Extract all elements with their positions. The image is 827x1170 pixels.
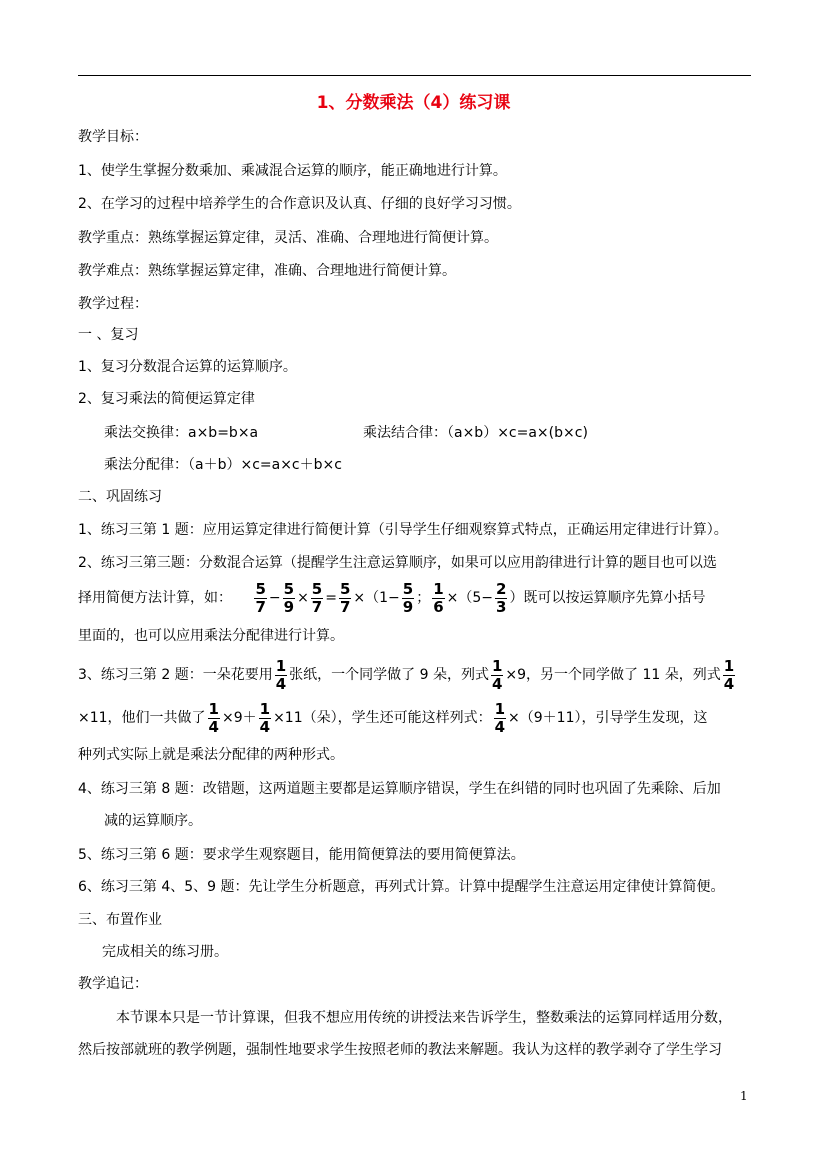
fraction-2-3 (495, 579, 507, 616)
text-segment: 3、练习三第 2 题：一朵花要用 (78, 667, 273, 683)
difficult-point: 教学难点：熟练掌握运算定律，准确、合理地进行简便计算。 (78, 263, 456, 279)
denominator: 7 (339, 597, 351, 616)
objectives-heading: 教学目标： (78, 129, 148, 145)
text-segment: ×（9＋11），引导学生发现，这 (508, 710, 708, 726)
practice-item-2-line-2 (78, 578, 705, 618)
numerator: 1 (275, 656, 287, 675)
practice-item-1: 1、练习三第 1 题：应用运算定律进行简便计算（引导学生仔细观察算式特点，正确运用定律进行计算）。 (78, 522, 728, 538)
denominator: 3 (496, 597, 507, 616)
practice-item-2-line-3: 里面的，也可以应用乘法分配律进行计算。 (78, 628, 344, 644)
law-associative: 乘法结合律：（a×b）×c=a×(b×c) (363, 425, 588, 441)
numerator: 5 (311, 579, 323, 598)
law-commutative: 乘法交换律：a×b=b×a (104, 425, 259, 441)
objective-2: 2、在学习的过程中培养学生的合作意识及认真、仔细的良好学习习惯。 (78, 196, 521, 212)
fraction-5-9 (283, 579, 295, 616)
denominator: 9 (402, 597, 414, 616)
text-segment: ）既可以按运算顺序先算小括号 (509, 590, 706, 606)
denominator: 9 (283, 597, 295, 616)
numerator: 2 (496, 579, 507, 598)
operator: − (268, 590, 281, 606)
fraction-5-7 (311, 579, 323, 616)
practice-heading: 二、巩固练习 (78, 489, 162, 505)
text-segment: 张纸，一个同学做了 9 朵，列式 (289, 667, 489, 683)
operator: = (325, 590, 337, 606)
denominator: 6 (433, 597, 444, 616)
fraction-5-7 (339, 579, 351, 616)
header-rule (78, 75, 751, 76)
practice-item-3-line-2 (78, 698, 708, 738)
numerator: 1 (433, 579, 444, 598)
text-segment: 择用简便方法计算，如： (78, 590, 232, 606)
practice-item-3-line-1 (78, 655, 737, 695)
fraction-1-4 (208, 699, 220, 736)
practice-item-4-line-2: 减的运算顺序。 (104, 813, 202, 829)
fraction-1-4 (259, 699, 271, 736)
operator: ； (416, 590, 431, 606)
denominator: 4 (723, 674, 735, 693)
law-distributive: 乘法分配律：（a＋b）×c=a×c＋b×c (104, 457, 342, 473)
fraction-1-4 (494, 699, 506, 736)
text-segment: ×11，他们一共做了 (78, 710, 206, 726)
practice-item-5: 5、练习三第 6 题：要求学生观察题目，能用简便算法的要用简便算法。 (78, 847, 525, 863)
text-segment: ×9＋ (221, 710, 257, 726)
homework-text: 完成相关的练习册。 (102, 944, 228, 960)
operator: × (297, 590, 309, 606)
operator: ×（1− (353, 590, 400, 606)
reflection-line-2: 然后按部就班的教学例题，强制性地要求学生按照老师的教法来解题。我认为这样的教学剥夺了学生学习 (78, 1042, 722, 1058)
practice-item-2-line-1: 2、练习三第三题：分数混合运算（提醒学生注意运算顺序，如果可以应用韵律进行计算的题目也可以选 (78, 555, 717, 571)
numerator: 5 (255, 579, 266, 598)
homework-heading: 三、布置作业 (78, 912, 162, 928)
numerator: 1 (723, 656, 735, 675)
numerator: 1 (494, 699, 506, 718)
objective-1: 1、使学生掌握分数乘加、乘减混合运算的顺序，能正确地进行计算。 (78, 163, 507, 179)
process-heading: 教学过程： (78, 296, 148, 312)
fraction-1-4 (275, 656, 287, 693)
review-item-1: 1、复习分数混合运算的运算顺序。 (78, 359, 297, 375)
fraction-1-4 (491, 656, 503, 693)
text-segment: ×11（朵），学生还可能这样列式： (273, 710, 492, 726)
numerator: 5 (402, 579, 414, 598)
fraction-5-7 (254, 579, 266, 616)
reflection-heading: 教学追记： (78, 976, 148, 992)
practice-item-4-line-1: 4、练习三第 8 题：改错题，这两道题主要都是运算顺序错误，学生在纠错的同时也巩固了先乘除、后加 (78, 781, 721, 797)
denominator: 4 (275, 674, 287, 693)
review-item-2: 2、复习乘法的简便运算定律 (78, 391, 255, 407)
numerator: 5 (339, 579, 351, 598)
fraction-1-6 (432, 579, 444, 616)
fraction-5-9 (402, 579, 414, 616)
denominator: 4 (491, 674, 503, 693)
practice-item-3-line-3: 种列式实际上就是乘法分配律的两种形式。 (78, 747, 344, 763)
review-heading: 一 、复习 (78, 327, 139, 343)
denominator: 7 (255, 597, 266, 616)
fraction-1-4 (723, 656, 735, 693)
numerator: 1 (259, 699, 271, 718)
numerator: 1 (491, 656, 503, 675)
practice-item-6: 6、练习三第 4、5、9 题：先让学生分析题意，再列式计算。计算中提醒学生注意运用定律使计算简便。 (78, 879, 725, 895)
denominator: 4 (259, 717, 271, 736)
denominator: 4 (208, 717, 219, 736)
text-segment: ×9，另一个同学做了 11 朵，列式 (505, 667, 721, 683)
page-number: 1 (740, 1089, 748, 1103)
denominator: 4 (494, 717, 506, 736)
numerator: 1 (208, 699, 219, 718)
reflection-line-1: 本节课本只是一节计算课，但我不想应用传统的讲授法来告诉学生，整数乘法的运算同样适用分数， (116, 1010, 732, 1026)
page-title: 1、分数乘法（4）练习课 (316, 93, 511, 113)
numerator: 5 (283, 579, 295, 598)
denominator: 7 (311, 597, 323, 616)
operator: ×（5− (446, 590, 494, 606)
key-point: 教学重点：熟练掌握运算定律，灵活、准确、合理地进行简便计算。 (78, 230, 498, 246)
